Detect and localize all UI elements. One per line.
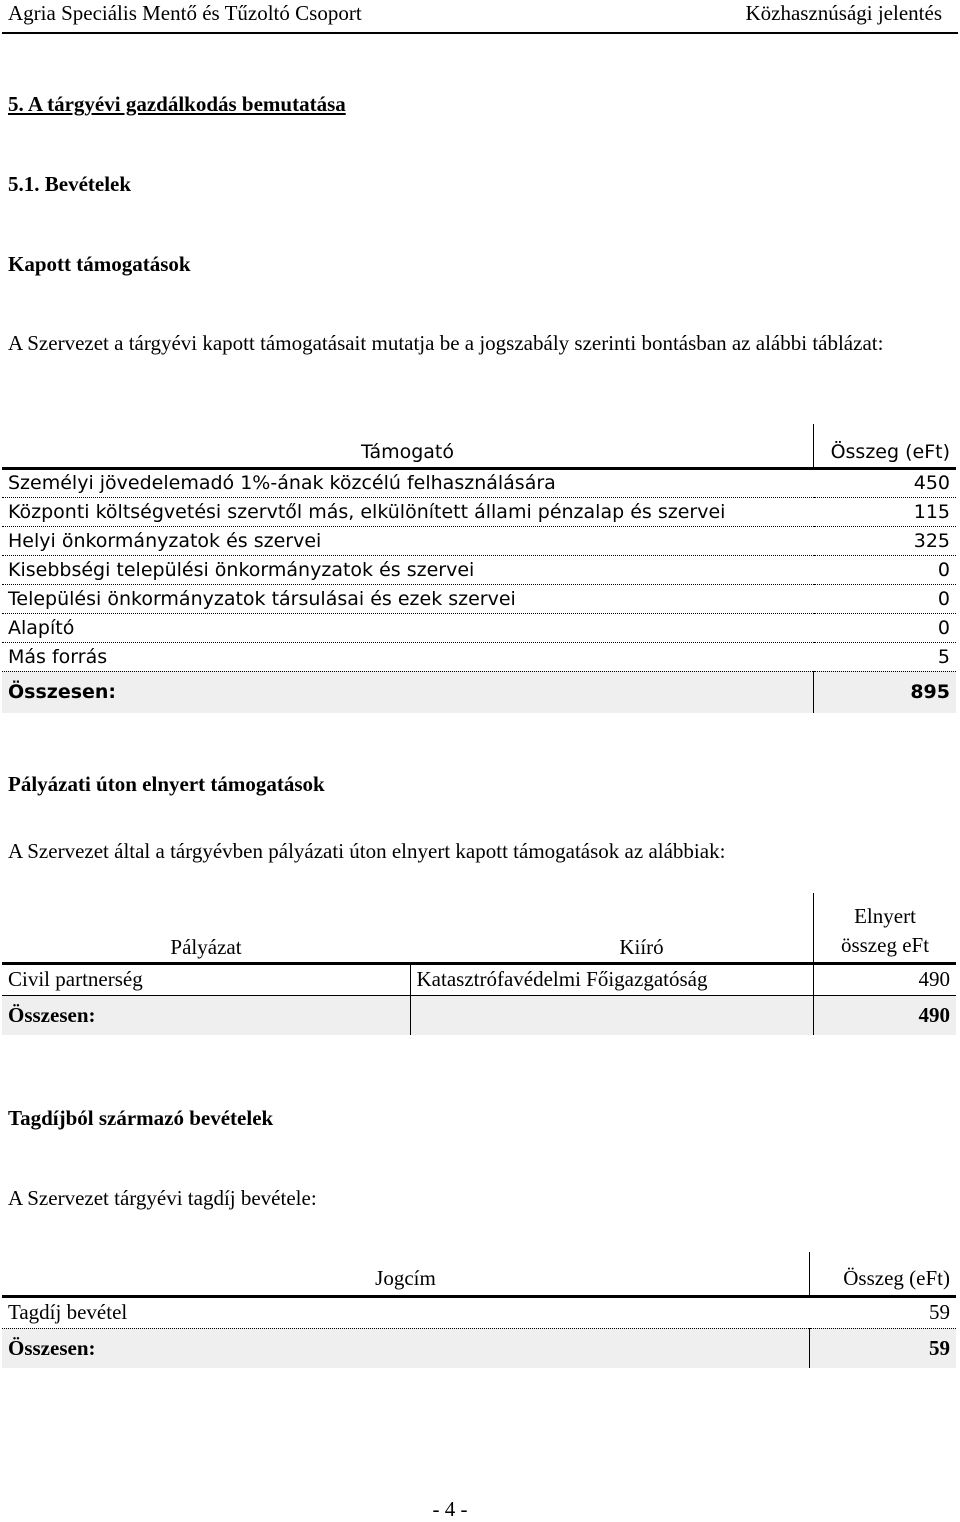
row-label: Települési önkormányzatok társulásai és ezek szervei	[2, 584, 814, 613]
row-value: 0	[814, 584, 957, 613]
table-row	[2, 497, 956, 526]
grants-table	[2, 893, 956, 1035]
fee-label: Tagdíj bevétel	[2, 1296, 810, 1328]
row-label: Személyi jövedelemadó 1%-ának közcélú felhasználására	[2, 468, 814, 497]
fees-intro: A Szervezet tárgyévi tagdíj bevétele:	[8, 1186, 317, 1210]
total-label: Összesen:	[2, 995, 410, 1035]
received-title: Kapott támogatások	[8, 252, 191, 276]
header-divider	[2, 32, 958, 34]
fees-header-row	[2, 1252, 956, 1296]
grant-value: 490	[814, 963, 957, 995]
total-value: 490	[814, 995, 957, 1035]
col-amount-header: Összeg (eFt)	[814, 424, 957, 468]
fees-table	[2, 1252, 956, 1368]
empty-cell	[410, 995, 814, 1035]
table-row	[2, 1296, 956, 1328]
grant-name: Civil partnerség	[2, 963, 410, 995]
row-value: 325	[814, 526, 957, 555]
col-supporter-header: Támogató	[2, 424, 814, 468]
table-row	[2, 555, 956, 584]
row-value: 0	[814, 555, 957, 584]
col-amount-line2: összeg eFt	[840, 932, 930, 957]
table-row	[2, 613, 956, 642]
grants-total-row	[2, 995, 956, 1035]
fees-total-row	[2, 1328, 956, 1368]
col-amount-header	[814, 893, 957, 963]
total-label: Összesen:	[2, 671, 814, 713]
grants-header-row	[2, 893, 956, 963]
row-value: 450	[814, 468, 957, 497]
fees-title: Tagdíjból származó bevételek	[8, 1106, 274, 1130]
subsection-title: 5.1. Bevételek	[8, 172, 132, 196]
received-table	[2, 424, 956, 713]
row-value: 115	[814, 497, 957, 526]
fee-value: 59	[810, 1296, 957, 1328]
row-label: Más forrás	[2, 642, 814, 671]
col-title-header: Jogcím	[2, 1252, 810, 1296]
grants-intro: A Szervezet által a tárgyévben pályázati úton elnyert kapott támogatások az alábbiak:	[8, 839, 726, 863]
received-total-row	[2, 671, 956, 713]
table-row	[2, 584, 956, 613]
row-label: Központi költségvetési szervtől más, elkülönített állami pénzalap és szervei	[2, 497, 814, 526]
table-row	[2, 468, 956, 497]
row-value: 5	[814, 642, 957, 671]
col-issuer-header	[410, 893, 814, 963]
total-value: 895	[814, 671, 957, 713]
grants-title: Pályázati úton elnyert támogatások	[8, 772, 325, 796]
grant-issuer: Katasztrófavédelmi Főigazgatóság	[416, 967, 708, 991]
total-label: Összesen:	[2, 1328, 810, 1368]
header-report-title: Közhasznúsági jelentés	[745, 1, 942, 25]
header-org-name: Agria Speciális Mentő és Tűzoltó Csoport	[8, 1, 362, 25]
col-amount-line1: Elnyert	[854, 903, 916, 928]
row-value: 0	[814, 613, 957, 642]
page-number: - 4 -	[432, 1497, 468, 1521]
table-row	[2, 963, 956, 995]
received-intro: A Szervezet a tárgyévi kapott támogatásait mutatja be a jogszabály szerinti bontásban az alábbi táblázat:	[8, 331, 884, 355]
row-label: Alapító	[2, 613, 814, 642]
table-row	[2, 642, 956, 671]
received-header-row	[2, 424, 956, 468]
col-amount-header: Összeg (eFt)	[810, 1252, 957, 1296]
section-title: 5. A tárgyévi gazdálkodás bemutatása	[8, 92, 346, 116]
col-grant-header: Pályázat	[2, 893, 410, 963]
row-label: Kisebbségi települési önkormányzatok és szervei	[2, 555, 814, 584]
col-issuer-label: Kiíró	[619, 934, 664, 959]
row-label: Helyi önkormányzatok és szervei	[2, 526, 814, 555]
total-value: 59	[810, 1328, 957, 1368]
table-row	[2, 526, 956, 555]
